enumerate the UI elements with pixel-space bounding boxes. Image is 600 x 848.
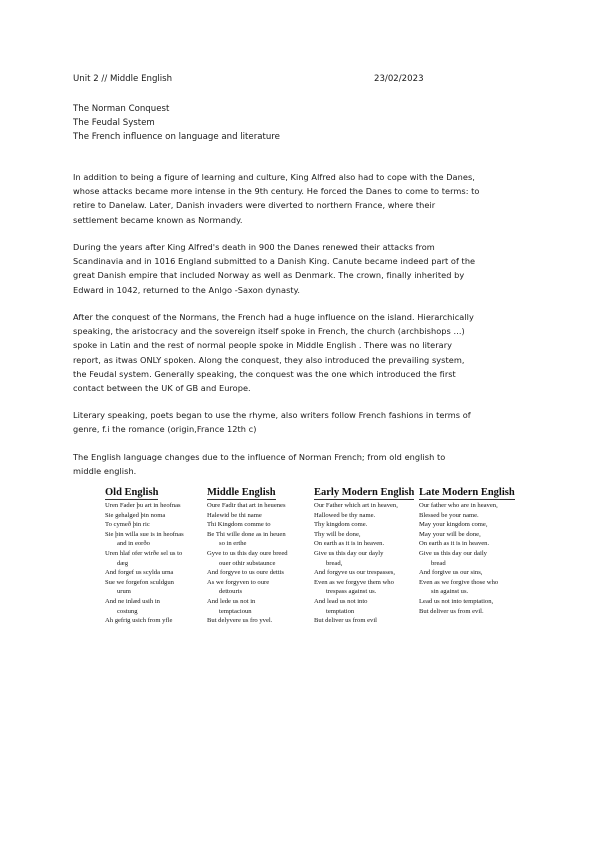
verse-line: And forgive us our sins, (419, 569, 483, 577)
verse-line: May your will be done, (419, 530, 481, 538)
verse-line: bread, (326, 559, 343, 567)
verse-line: Our father who are in heaven, (419, 502, 498, 509)
topic-list (73, 102, 280, 144)
text-line: Scandinavia and in 1016 England submitted to a Danish King. Canute became indeed part of the (73, 256, 476, 267)
verse-line: Sie gehalged þin noma (105, 511, 166, 519)
text-line: Edward in 1042, returned to the Anlgo -Saxon dynasty. (73, 284, 301, 295)
verse-line: Even as we forgive those who (419, 578, 499, 586)
verse-line: But deliver us from evil (314, 617, 377, 625)
verse-line: bread (431, 559, 446, 567)
verse-line: But delyvere us fro yvel. (207, 617, 273, 625)
text-line: Literary speaking, poets began to use the rhyme, also writers follow French fashions in terms of (73, 410, 471, 420)
column-title: Old English (105, 487, 159, 498)
text-line: middle english. (73, 466, 137, 477)
paragraph-language-change (73, 450, 533, 478)
verse-line: temptacioun (219, 607, 252, 615)
old-english-column (105, 482, 184, 626)
verse-line: May your kingdom come, (419, 521, 488, 529)
text-line: spoke in Latin and the rest of normal people spoke in Middle English . There was no literary (73, 340, 453, 351)
verse-line: Sie þin willa sue is in heofnas (105, 530, 184, 538)
text-line: During the years after King Alfred's death in 900 the Danes renewed their attacks from (73, 242, 435, 252)
text-line: great Danish empire that included Norway as well as Denmark. The crown, finally inherited by (73, 270, 465, 281)
text-line: the Feudal system. Generally speaking, the conquest was the one which introduced the first (73, 368, 456, 379)
verse-line: And forgef us scylda urna (105, 569, 174, 577)
verse-line: And lede us not in (207, 597, 256, 605)
text-line: report, as itwas ONLY spoken. Along the conquest, they also introduced the prevailing system, (73, 354, 465, 365)
verse-line: Even as we forgyve them who (314, 578, 394, 586)
verse-line: And forgyve us our trespasses, (314, 569, 396, 577)
text-line: After the conquest of the Normans, the French had a huge influence on the island. Hierarchically (73, 312, 474, 322)
verse-line: Uren Fader þu art in heofnas (105, 502, 181, 509)
paragraph-norman-influence (73, 310, 533, 395)
unit-title: Unit 2 // Middle English (73, 74, 173, 84)
verse-line: Uren hlaf ofer wirðe sel us to (105, 549, 183, 557)
late-modern-english-column (419, 482, 515, 616)
verse-list (419, 501, 515, 616)
verse-line: Gyve to us this day oure breed (207, 549, 288, 557)
column-title: Middle English (207, 487, 276, 498)
lords-prayer-comparison-image (105, 482, 515, 652)
text-line: contact between the UK of GB and Europe. (73, 383, 251, 394)
verse-line: Oure Fadir that art in heuenes (207, 502, 286, 509)
text-line: The English language changes due to the influence of Norman French; from old english to (73, 452, 446, 462)
verse-line: Thy kingdom come. (314, 521, 368, 529)
verse-line: dæg (117, 559, 128, 567)
verse-line: On earth as it is in heaven. (314, 540, 385, 548)
paragraph-literary (73, 408, 533, 436)
verse-line: trespass against us. (326, 588, 377, 596)
verse-line: Thy will be done, (314, 530, 361, 538)
verse-line: Give us this day our daily (419, 549, 487, 557)
text-line: speaking, the aristocracy and the sovereign itself spoke in French, the church (archbishops ...) (73, 326, 465, 337)
verse-line: Hallowed be thy name. (314, 511, 376, 519)
topic-item: The French influence on language and literature (73, 132, 280, 142)
paragraph-king-alfred (73, 170, 533, 227)
verse-line: To cymeð þin ric (105, 521, 150, 529)
verse-line: And forgyve to us oure dettis (207, 569, 284, 577)
verse-line: Ah gefrig usich from yfle (105, 617, 173, 625)
verse-line: Thi Kingdom comme to (207, 521, 271, 529)
text-line: In addition to being a figure of learning and culture, King Alfred also had to cope with the Danes, (73, 172, 475, 182)
paragraph-danish-rule (73, 240, 533, 297)
verse-line: As we forgyven to oure (207, 578, 270, 586)
verse-line: Blessed be your name. (419, 511, 479, 519)
topic-item: The Feudal System (73, 118, 155, 128)
middle-english-column (207, 482, 288, 626)
text-line: retire to Danelaw. Later, Danish invaders were diverted to northern France, where their (73, 200, 436, 211)
verse-line: Sue we forgefon sculdgun (105, 578, 174, 586)
verse-list (207, 501, 288, 626)
verse-line: Lead us not into temptation, (419, 597, 494, 605)
verse-line: sin against us. (431, 588, 469, 596)
text-line: genre, f.i the romance (origin,France 12th c) (73, 424, 257, 435)
verse-line: Give us this day our dayly (314, 549, 384, 557)
text-line: whose attacks became more intense in the 9th century. He forced the Danes to come to terms: to (73, 186, 480, 197)
verse-line: Our Father which art in heaven, (314, 502, 398, 509)
verse-line: Halewid be thi name (207, 511, 262, 519)
topic-item: The Norman Conquest (73, 104, 170, 114)
document-date: 23/02/2023 (374, 74, 424, 84)
text-line: settlement became known as Normandy. (73, 214, 243, 225)
column-title: Early Modern English (314, 487, 415, 498)
verse-line: Be Thi wille done as in heuen (207, 530, 286, 538)
verse-line: costung (117, 607, 138, 615)
verse-line: And ne inlæd usih in (105, 597, 160, 605)
verse-line: dettouris (219, 588, 243, 596)
verse-line: But deliver us from evil. (419, 607, 484, 615)
early-modern-english-column (314, 482, 414, 626)
verse-line: ouer othir substaunce (219, 559, 276, 567)
verse-list (314, 501, 414, 626)
verse-line: urum (117, 588, 131, 596)
verse-line: and in eorðo (117, 540, 150, 548)
verse-line: temptation (326, 607, 355, 615)
verse-list (105, 501, 184, 626)
column-title: Late Modern English (419, 487, 515, 498)
verse-line: On earth as it is in heaven. (419, 540, 490, 548)
verse-line: And lead us not into (314, 597, 368, 605)
verse-line: so in erthe (219, 540, 247, 548)
